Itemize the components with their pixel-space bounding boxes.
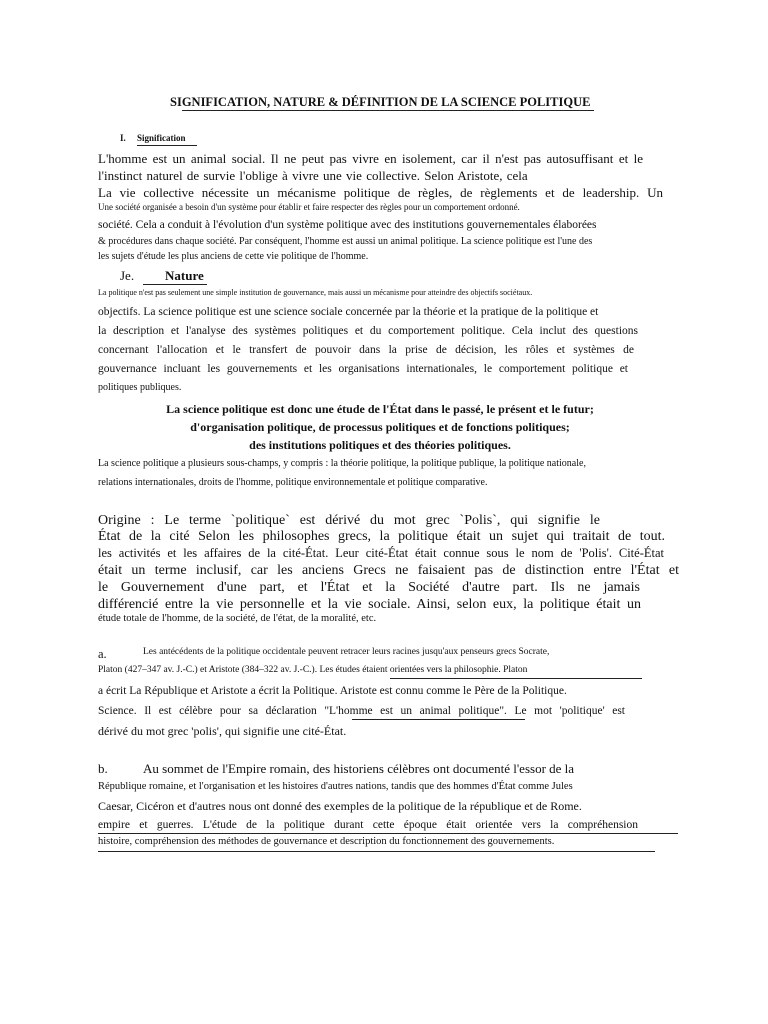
- paragraph-line: les activités et les affaires de la cité-État. Leur cité-État était connue sous le nom de 'Polis'. Cité-État: [98, 546, 664, 560]
- bold-statement-line: La science politique est donc une étude de l'État dans le passé, le présent et le futur;: [166, 402, 594, 416]
- paragraph-line: empire et guerres. L'étude de la politique durant cette époque était orientée vers la compréhension: [98, 819, 638, 831]
- paragraph-line: Les antécédents de la politique occidentale peuvent retracer leurs racines jusqu'aux penseurs grecs Socrate,: [143, 647, 550, 657]
- paragraph-line: La politique n'est pas seulement une simple institution de gouvernance, mais aussi un mécanisme pour atteindre des objectifs sociétaux.: [98, 288, 533, 297]
- paragraph-line: étude totale de l'homme, de la société, de l'état, de la moralité, etc.: [98, 613, 377, 624]
- list-marker-a: a.: [98, 647, 107, 661]
- paragraph-line: L'homme est un animal social. Il ne peut pas vivre en isolement, car il n'est pas autosuffisant et le: [98, 151, 643, 166]
- paragraph-line: La vie collective nécessite un mécanisme politique de règles, de règlements et de leadership. Un: [98, 185, 663, 200]
- list-marker-b: b.: [98, 761, 108, 776]
- page-title: SIGNIFICATION, NATURE & DÉFINITION DE LA SCIENCE POLITIQUE: [170, 95, 591, 109]
- section-number: I.: [120, 133, 126, 143]
- paragraph-line: politiques publiques.: [98, 382, 182, 393]
- bold-statement-line: d'organisation politique, de processus politiques et de fonctions politiques;: [190, 420, 570, 434]
- section-heading-signification: Signification: [137, 133, 186, 143]
- paragraph-line: les sujets d'étude les plus anciens de cette vie politique de l'homme.: [98, 251, 369, 262]
- section-heading-nature: Nature: [165, 268, 204, 283]
- paragraph-line: La science politique a plusieurs sous-champs, y compris : la théorie politique, la politique publique, la politique nationale,: [98, 458, 586, 469]
- paragraph-line: Caesar, Cicéron et d'autres nous ont donné des exemples de la politique de la république et de Rome.: [98, 799, 582, 813]
- text-underline: [390, 678, 642, 679]
- paragraph-line: l'instinct naturel de survie l'oblige à vivre une vie collective. Selon Aristote, cela: [98, 168, 528, 183]
- paragraph-line: dérivé du mot grec 'polis', qui signifie une cité-État.: [98, 724, 347, 738]
- paragraph-line: Science. Il est célèbre pour sa déclaration "L'homme est un animal politique". Le mot 'politique' est: [98, 705, 625, 717]
- title-underline: [182, 110, 594, 111]
- text-underline: [98, 833, 678, 834]
- heading-underline: [137, 145, 197, 146]
- paragraph-line: société. Cela a conduit à l'évolution d'un système politique avec des institutions gouvernementales élaborées: [98, 219, 597, 231]
- paragraph-line: a écrit La République et Aristote a écrit la Politique. Aristote est connu comme le Père de la Politique.: [98, 685, 567, 697]
- paragraph-line: relations internationales, droits de l'homme, politique environnementale et politique comparative.: [98, 477, 488, 488]
- paragraph-line: République romaine, et l'organisation et les histoires d'autres nations, tandis que des hommes d'État comme Jules: [98, 781, 573, 792]
- paragraph-line: État de la cité Selon les philosophes grecs, la politique était un sujet qui traitait de tout.: [98, 529, 665, 544]
- paragraph-line: gouvernance incluant les gouvernements et les organisations internationales, le comportement politique et: [98, 363, 628, 375]
- paragraph-line: le Gouvernement d'une part, et l'État et la Société d'autre part. Ils ne jamais: [98, 580, 640, 595]
- section-number: Je.: [120, 268, 135, 283]
- text-underline: [98, 851, 655, 852]
- paragraph-line: différencié entre la vie personnelle et la vie sociale. Ainsi, selon eux, la politique était un: [98, 597, 641, 612]
- paragraph-line: Origine : Le terme `politique` est dérivé du mot grec `Polis`, qui signifie le: [98, 513, 600, 528]
- paragraph-line: histoire, compréhension des méthodes de gouvernance et description du fonctionnement des gouvernements.: [98, 836, 555, 847]
- paragraph-line: Une société organisée a besoin d'un système pour établir et faire respecter des règles pour un comportement ordonné.: [98, 202, 520, 212]
- paragraph-line: & procédures dans chaque société. Par conséquent, l'homme est aussi un animal politique. La science politique est l'une des: [98, 236, 593, 247]
- paragraph-line: concernant l'allocation et le transfert de pouvoir dans la prise de décision, les rôles et systèmes de: [98, 344, 634, 356]
- heading-underline: [143, 284, 207, 285]
- bold-statement-line: des institutions politiques et des théories politiques.: [249, 438, 511, 452]
- text-underline: [352, 719, 525, 720]
- paragraph-line: objectifs. La science politique est une science sociale concernée par la théorie et la pratique de la politique et: [98, 306, 599, 318]
- paragraph-line: était un terme inclusif, car les anciens Grecs ne faisaient pas de distinction entre l'État et: [98, 563, 679, 578]
- paragraph-line: la description et l'analyse des systèmes politiques et du comportement politique. Cela inclut des questions: [98, 325, 638, 337]
- paragraph-line: Au sommet de l'Empire romain, des historiens célèbres ont documenté l'essor de la: [143, 761, 575, 776]
- paragraph-line: Platon (427–347 av. J.-C.) et Aristote (384–322 av. J.-C.). Les études étaient orientées vers la philosophie. Platon: [98, 665, 528, 675]
